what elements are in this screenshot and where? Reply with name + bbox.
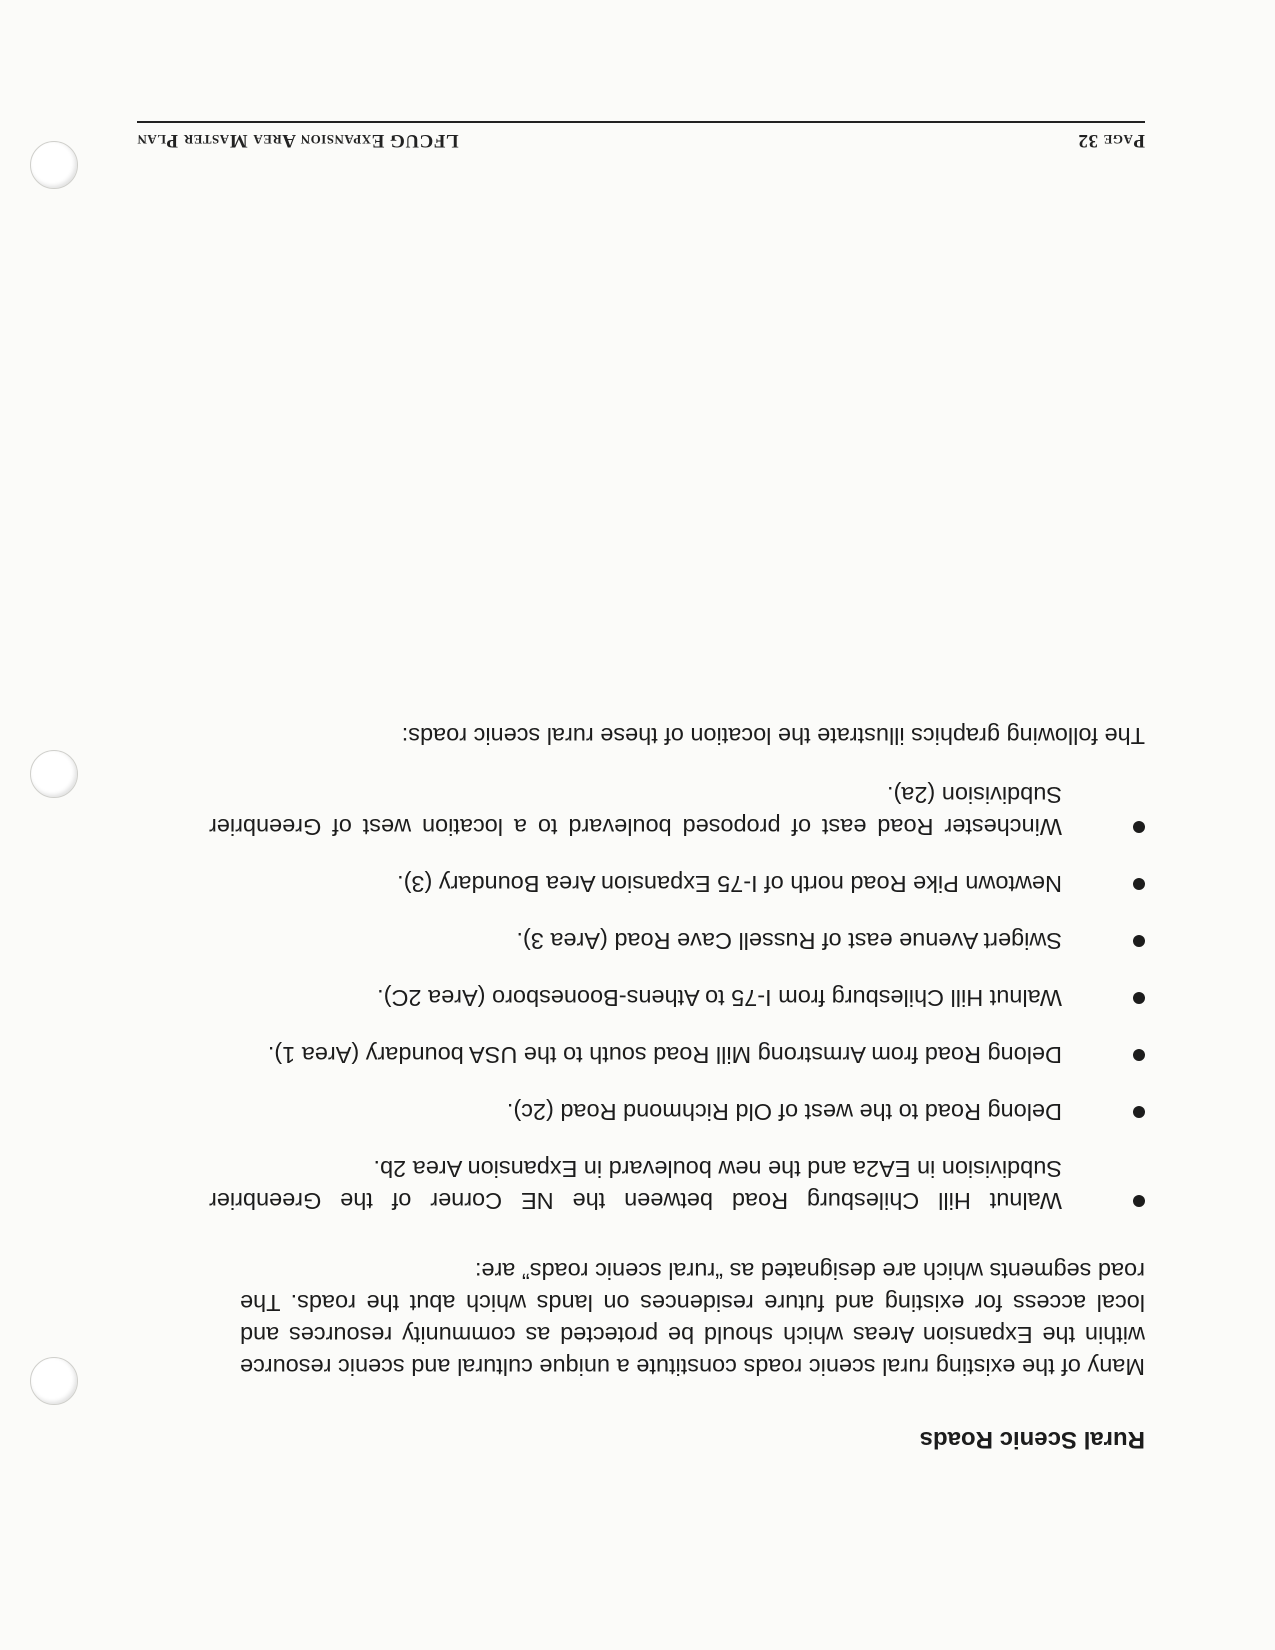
bullet-icon bbox=[1133, 821, 1145, 833]
closing-paragraph: The following graphics illustrate the location of these rural scenic roads: bbox=[401, 723, 1145, 749]
page-number: Page 32 bbox=[1077, 130, 1145, 151]
bullet-icon bbox=[1133, 878, 1145, 890]
list-item bbox=[209, 1153, 1145, 1217]
document-title: LFCUG Expansion Area Master Plan bbox=[137, 130, 459, 151]
list-item-text: Delong Road from Armstrong Mill Road south to the USA boundary (Area 1). bbox=[267, 1042, 1062, 1068]
bullet-icon bbox=[1133, 1195, 1145, 1207]
list-item bbox=[209, 1039, 1145, 1071]
list-item bbox=[209, 779, 1145, 843]
scenic-road-list bbox=[137, 779, 1145, 1217]
list-item bbox=[209, 982, 1145, 1014]
list-item-text: Winchester Road east of proposed boulevard to a location west of Greenbrier Subdivision (2a). bbox=[209, 782, 1062, 840]
list-item bbox=[209, 868, 1145, 900]
page-header bbox=[137, 121, 1145, 163]
intro-paragraph: Many of the existing rural scenic roads constitute a unique cultural and scenic resource within the Expansion Areas which should be protected as community resources and local access for existing and future residences on lands which abut the roads. The road segments which are designated as “rural scenic roads” are: bbox=[240, 1258, 1145, 1380]
punch-hole-bottom bbox=[30, 1357, 78, 1405]
section-heading: Rural Scenic Roads bbox=[919, 1426, 1145, 1453]
punch-hole-top bbox=[30, 141, 78, 189]
list-item bbox=[209, 925, 1145, 957]
list-item-text: Walnut Hill Chilesburg from I-75 to Athens-Boonesboro (Area 2C). bbox=[377, 985, 1062, 1011]
list-item-text: Walnut Hill Chilesburg Road between the NE Corner of the Greenbrier Subdivision in EA2a and the new boulevard in Expansion Area 2b. bbox=[209, 1156, 1062, 1214]
bullet-icon bbox=[1133, 1106, 1145, 1118]
bullet-icon bbox=[1133, 992, 1145, 1004]
page-body bbox=[137, 720, 1145, 1455]
list-item-text: Newtown Pike Road north of I-75 Expansion Area Boundary (3). bbox=[397, 871, 1062, 897]
list-item-text: Swigert Avenue east of Russell Cave Road (Area 3). bbox=[516, 928, 1062, 954]
punch-hole-middle bbox=[30, 750, 78, 798]
bullet-icon bbox=[1133, 1049, 1145, 1061]
list-item bbox=[209, 1096, 1145, 1128]
list-item-text: Delong Road to the west of Old Richmond Road (2c). bbox=[506, 1099, 1062, 1125]
bullet-icon bbox=[1133, 935, 1145, 947]
